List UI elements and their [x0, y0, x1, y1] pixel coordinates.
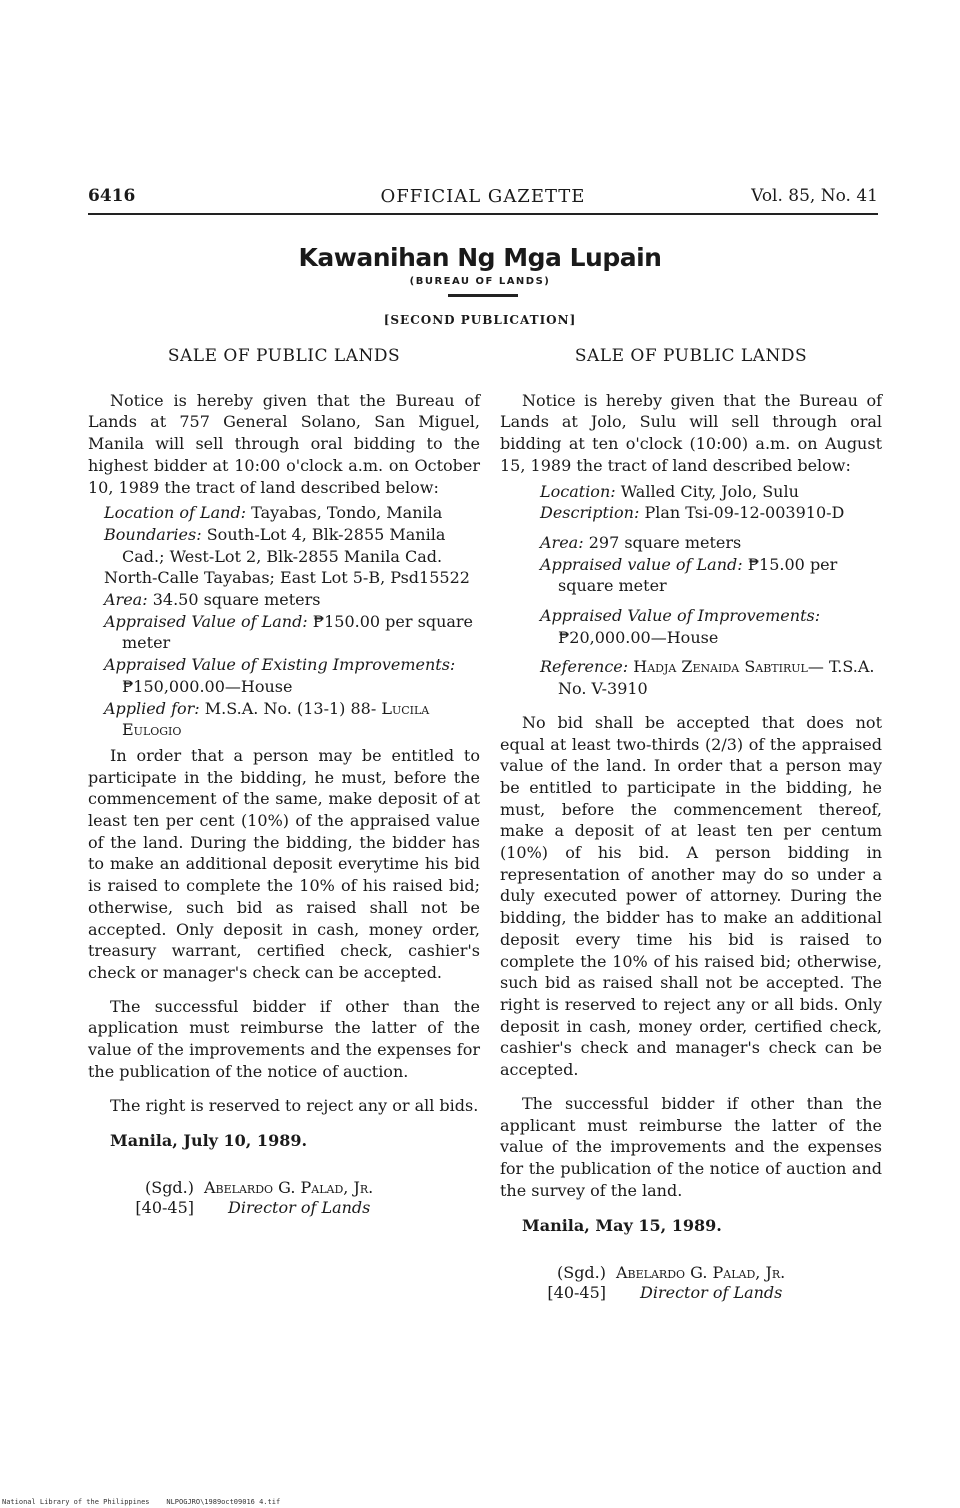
right-area: Area: 297 square meters	[540, 532, 742, 552]
right-no-bid-paragraph: No bid shall be accepted that does not equal at least two-thirds (2/3) of the appraised value of the land. In order that a person may be entitled to participate in the bidding, he must, before the commencement thereof, make a deposit of at least ten per centum (10%) of his bid. A person bidding in representation of another may do so under a duly executed power of attorney. During the bidding, the bidder has to make an additional deposit every time his bid is raised to complete the 10% of his raised bid; otherwise, such bid as raised shall not be accepted. The right is reserved to reject any or all bids. Only deposit in cash, money order, certified check, cashier's check and manager's check can be accepted.	[500, 712, 882, 1080]
left-intro: Notice is hereby given that the Bureau of Lands at 757 General Solano, San Miguel, Manila will sell through oral bidding to the highest bidder at 10:00 o'clock a.m. on October 10, 1989 the tract of land described below:	[88, 390, 480, 497]
publication-title: OFFICIAL GAZETTE	[380, 186, 586, 207]
right-reference: Reference: Hadja Zenaida Sabtirul— T.S.A. No. V-3910	[540, 657, 875, 699]
left-boundaries-cont: North-Calle Tayabas; East Lot 5-B, Psd15522	[104, 568, 470, 588]
file-name: NLPOGJRO\1989oct09016 4.tif	[166, 1498, 281, 1506]
right-reimburse-paragraph: The successful bidder if other than the applicant must reimburse the latter of the value of the improvements and the expenses for the publication of the notice of auction and the survey of the land.	[500, 1093, 882, 1200]
publication-note: [SECOND PUBLICATION]	[383, 313, 577, 327]
volume-number: Vol. 85, No. 41	[751, 186, 878, 206]
header-rule	[88, 213, 878, 215]
left-right-reserved: The right is reserved to reject any or all bids.	[110, 1095, 479, 1115]
left-improvements-value: Appraised Value of Existing Improvements: ₱150,000.00—House	[104, 655, 456, 696]
right-location: Location: Walled City, Jolo, Sulu	[540, 481, 799, 501]
right-notice	[500, 346, 882, 1303]
page-number: 6416	[88, 186, 136, 206]
scan-footer	[2, 1498, 280, 1506]
agency-english-name: (BUREAU OF LANDS)	[409, 276, 551, 287]
agency-name: Kawanihan Ng Mga Lupain	[298, 243, 662, 272]
left-reimburse-paragraph: The successful bidder if other than the application must reimburse the latter of the value of the improvements and the expenses for the publication of the notice of auction.	[88, 996, 480, 1081]
right-intro: Notice is hereby given that the Bureau of Lands at Jolo, Sulu will sell through oral bidding at ten o'clock (10:00) a.m. on August 15, 1989 the tract of land described below:	[500, 390, 882, 475]
left-applied-for: Applied for: M.S.A. No. (13-1) 88- Lucila Eulogio	[104, 698, 430, 740]
left-deposit-paragraph: In order that a person may be entitled to participate in the bidding, he must, before the commencement of the same, make deposit of at least ten per cent (10%) of the appraised value of the land. During the bidding, the bidder has to make an additional deposit everytime his bid is raised to complete the 10% of his raised bid; otherwise, such bid as raised shall not be accepted. Only deposit in cash, money order, treasury warrant, certified check, cashier's check or manager's check can be accepted.	[88, 745, 480, 982]
left-dated: Manila, July 10, 1989.	[110, 1131, 308, 1151]
right-signature: (Sgd.) Abelardo G. Palad, Jr. [40-45] Director of Lands	[547, 1263, 786, 1303]
right-land-details	[540, 481, 882, 700]
running-header	[88, 186, 878, 212]
library-credit: National Library of the Philippines	[2, 1498, 150, 1506]
right-improvements-value: Appraised Value of Improvements: ₱20,000.00—House	[540, 606, 821, 647]
left-land-value: Appraised Value of Land: ₱150.00 per square meter	[104, 611, 474, 653]
right-description: Description: Plan Tsi-09-12-003910-D	[540, 503, 845, 523]
left-boundaries: Boundaries: South-Lot 4, Blk-2855 Manila Cad.; West-Lot 2, Blk-2855 Manila Cad.	[104, 524, 446, 566]
left-signature: (Sgd.) Abelardo G. Palad, Jr. [40-45] Director of Lands	[135, 1177, 374, 1217]
right-notice-title: SALE OF PUBLIC LANDS	[574, 346, 808, 366]
right-land-value: Appraised value of Land: ₱15.00 per square meter	[540, 554, 838, 596]
left-location: Location of Land: Tayabas, Tondo, Manila	[104, 503, 443, 523]
right-dated: Manila, May 15, 1989.	[522, 1216, 722, 1236]
agency-divider	[448, 294, 518, 297]
left-notice-title: SALE OF PUBLIC LANDS	[167, 346, 401, 366]
left-land-details	[104, 502, 480, 741]
left-area: Area: 34.50 square meters	[104, 590, 321, 610]
left-notice	[88, 346, 480, 1218]
